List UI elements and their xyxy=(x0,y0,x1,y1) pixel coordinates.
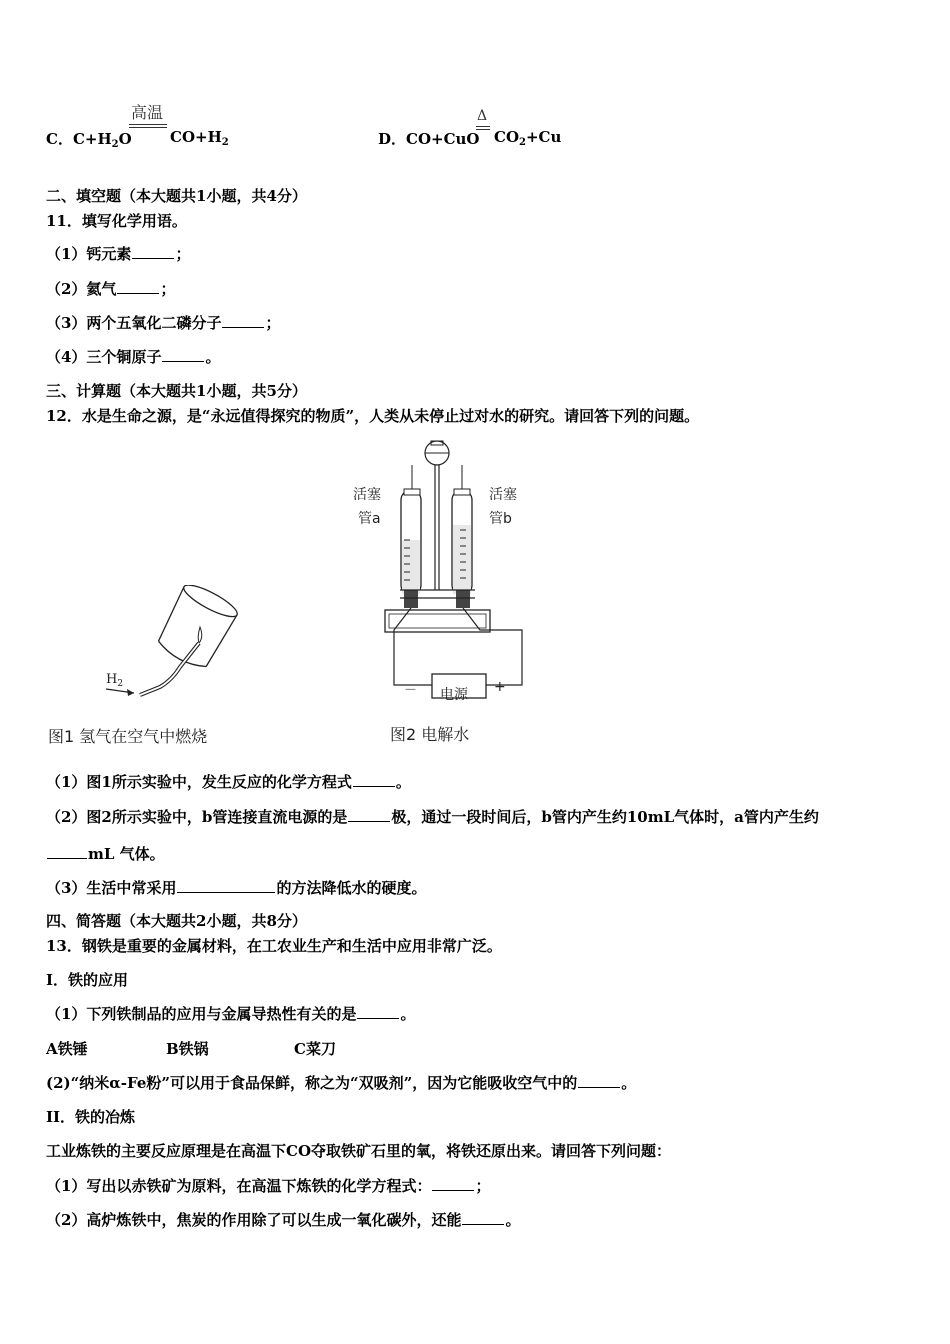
q12-sub-3-text: （3）生活中常采用 xyxy=(46,879,177,897)
q13-option-c: C菜刀 xyxy=(294,1040,336,1058)
tube-b-label: 管b xyxy=(489,511,512,527)
q12-sub-1-text: （1）图1所示实验中，发生反应的化学方程式 xyxy=(46,773,352,791)
figure-2-electrolysis-apparatus xyxy=(380,440,540,710)
q13-p1-sub-2-text: (2)“纳米α-Fe粉”可以用于食品保鲜，称之为“双吸剂”，因为它能吸收空气中的 xyxy=(46,1074,578,1092)
q11-item-3 xyxy=(46,313,280,333)
q12-sub-2-text: （2）图2所示实验中，b管连接直流电源的是 xyxy=(46,808,348,826)
q11-item-2 xyxy=(46,279,175,299)
stopcock-right-icon xyxy=(454,489,470,495)
tube-a-label: 管a xyxy=(358,511,381,527)
section-2-title: 二、填空题（本大题共1小题，共4分） xyxy=(46,187,307,205)
q13-option-a: A铁锤 xyxy=(46,1040,88,1058)
plus-label: + xyxy=(494,679,506,695)
stopcock-left-label: 活塞 xyxy=(353,487,381,503)
q13-intro: 工业炼铁的主要反应原理是在高温下CO夺取铁矿石里的氧，将铁还原出来。请回答下列问题： xyxy=(46,1142,672,1160)
gas-subscript: 2 xyxy=(117,679,124,689)
q13-stem: 13．钢铁是重要的金属材料，在工农业生产和生活中应用非常广泛。 xyxy=(46,937,502,955)
q12-sub-1 xyxy=(46,772,411,792)
q11-stem: 11．填写化学用语。 xyxy=(46,212,187,230)
figure-1-hydrogen-burning xyxy=(100,585,260,710)
answer-blank[interactable] xyxy=(132,244,174,259)
q12-sub-3-end: 的方法降低水的硬度。 xyxy=(276,879,427,897)
figure-1-caption: 图1 氢气在空气中燃烧 xyxy=(48,727,208,746)
q13-p1-sub-1 xyxy=(46,1004,415,1024)
option-c-condition: 高温 xyxy=(131,103,164,122)
q13-p2-sub-1 xyxy=(46,1176,490,1196)
q11-item-3-end: ； xyxy=(265,314,281,332)
section-3-title: 三、计算题（本大题共1小题，共5分） xyxy=(46,382,307,400)
answer-blank[interactable] xyxy=(348,807,390,822)
option-c-product-sub: 2 xyxy=(221,137,229,148)
power-label: 电源 xyxy=(440,687,468,703)
option-c-reactant-sub: 2 xyxy=(111,139,119,150)
q11-item-1-end: ； xyxy=(175,245,191,263)
answer-blank[interactable] xyxy=(432,1176,474,1191)
q13-p2-sub-1-text: （1）写出以赤铁矿为原料，在高温下炼铁的化学方程式： xyxy=(46,1177,432,1195)
option-c-reactant-tail: O xyxy=(118,130,132,148)
q13-p2-sub-1-end: ； xyxy=(475,1177,491,1195)
q11-item-3-text: （3）两个五氧化二磷分子 xyxy=(46,314,222,332)
q12-sub-2 xyxy=(46,807,819,827)
q11-item-4-end: 。 xyxy=(205,348,221,366)
q11-item-2-text: （2）氦气 xyxy=(46,280,117,298)
option-d-label: D． xyxy=(378,130,407,148)
answer-blank[interactable] xyxy=(177,878,275,893)
q13-option-b: B铁锅 xyxy=(166,1040,209,1058)
figure-1-gas-label xyxy=(106,672,123,689)
q13-p2-sub-2 xyxy=(46,1210,520,1230)
option-d-products-text: CO xyxy=(494,128,520,146)
q13-p1-sub-2-end: 。 xyxy=(621,1074,637,1092)
option-c-equals xyxy=(129,124,167,128)
option-c-products-text: CO+H xyxy=(170,128,222,146)
q12-sub-1-end: 。 xyxy=(395,773,411,791)
minus-label: － xyxy=(404,683,418,698)
answer-blank[interactable] xyxy=(357,1004,399,1019)
q13-part-1: I．铁的应用 xyxy=(46,971,129,989)
option-d-products xyxy=(494,128,561,148)
q11-item-1-text: （1）钙元素 xyxy=(46,245,132,263)
answer-blank[interactable] xyxy=(117,279,159,294)
answer-blank[interactable] xyxy=(578,1073,620,1088)
section-4-title: 四、简答题（本大题共2小题，共8分） xyxy=(46,912,307,930)
stopcock-right-label: 活塞 xyxy=(489,487,517,503)
stopcock-left-icon xyxy=(404,489,420,495)
flame-icon xyxy=(198,627,202,643)
q12-sub-3 xyxy=(46,878,426,898)
option-d-product-sub: 2 xyxy=(519,137,526,148)
q12-sub-2-line2-end: mL 气体。 xyxy=(88,845,165,863)
q13-p1-sub-1-text: （1）下列铁制品的应用与金属导热性有关的是 xyxy=(46,1005,357,1023)
option-c-reactants: C+H xyxy=(72,130,112,148)
option-d xyxy=(378,128,480,149)
option-c-products xyxy=(170,128,229,148)
q13-p1-sub-1-end: 。 xyxy=(400,1005,416,1023)
q12-sub-2-mid: 极，通过一段时间后，b管内产生约10mL气体时，a管内产生约 xyxy=(391,808,819,826)
answer-blank[interactable] xyxy=(462,1210,504,1225)
answer-blank[interactable] xyxy=(162,347,204,362)
q13-part-2: II．铁的冶炼 xyxy=(46,1108,136,1126)
answer-blank[interactable] xyxy=(353,772,395,787)
option-d-reactants: CO+CuO xyxy=(406,130,480,148)
q13-p1-sub-2 xyxy=(46,1073,636,1093)
answer-blank[interactable] xyxy=(222,313,264,328)
option-c-label: C． xyxy=(46,130,73,148)
gas-symbol: H xyxy=(106,672,118,687)
option-d-equals xyxy=(476,126,490,130)
q12-stem: 12．水是生命之源，是“永远值得探究的物质”，人类从未停止过对水的研究。请回答下列的问题。 xyxy=(46,407,700,425)
q12-sub-2-cont xyxy=(46,844,165,864)
option-d-condition: Δ xyxy=(477,108,488,124)
option-d-product-tail: +Cu xyxy=(525,128,562,146)
answer-blank[interactable] xyxy=(47,844,87,859)
option-c xyxy=(46,128,132,150)
q13-p2-sub-2-text: （2）高炉炼铁中，焦炭的作用除了可以生成一氧化碳外，还能 xyxy=(46,1211,462,1229)
q11-item-4 xyxy=(46,347,220,367)
q11-item-1 xyxy=(46,244,190,264)
q11-item-4-text: （4）三个铜原子 xyxy=(46,348,162,366)
q11-item-2-end: ； xyxy=(160,280,176,298)
q13-p2-sub-2-end: 。 xyxy=(505,1211,521,1229)
figure-2-caption: 图2 电解水 xyxy=(390,725,470,744)
